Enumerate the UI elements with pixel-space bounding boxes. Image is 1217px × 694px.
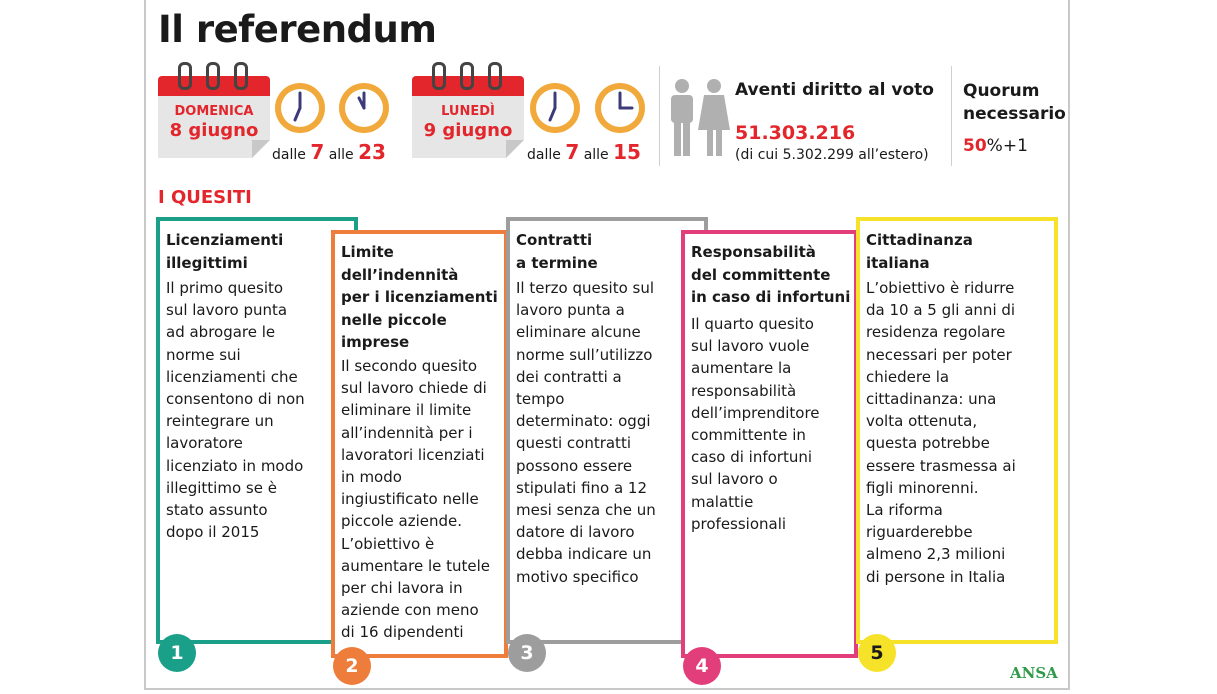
quesito-text-2: Il secondo quesito sul lavoro chiede di eliminare il limite all’indennità per i lavoratori licenziati in modo ingiustificato nelle piccole aziende. L’obiettivo è aumentare le tutele per chi lavora in aziende con meno di 16 dipendenti — [341, 357, 491, 642]
calendar-icon-sunday — [158, 62, 270, 158]
clock-icon-7 — [527, 80, 583, 136]
clock-icon-7 — [272, 80, 328, 136]
quesito-number-2: 2 — [333, 647, 371, 685]
calendar-date-label: 8 giugno — [169, 120, 259, 141]
hours-sunday: dalle 7 alle 23 — [272, 140, 386, 164]
calendar-day-label: DOMENICA — [174, 104, 254, 119]
quesito-title-4: Responsabilità del committente in caso di infortuni — [691, 243, 851, 306]
section-title: I QUESITI — [158, 187, 252, 208]
quesito-text-5: L’obiettivo è ridurre da 10 a 5 gli anni di residenza regolare necessari per poter chiedere la cittadinanza: una volta ottenuta, questa potrebbe essere trasmessa ai figli minorenni. La riforma riguarderebbe almeno 2,3 milioni di persone in Italia — [866, 279, 1016, 586]
quesito-text-3: Il terzo quesito sul lavoro punta a eliminare alcune norme sull’utilizzo dei contratti a tempo determinato: oggi questi contratti possono essere stipulati fino a 12 mesi senza che un datore di lavoro debba indicare un motivo specifico — [516, 279, 656, 586]
voters-number: 51.303.216 — [735, 122, 856, 144]
quesito-number-3: 3 — [508, 634, 546, 672]
quesito-text-4: Il quarto quesito sul lavoro vuole aumentare la responsabilità dell’imprenditore committente in caso di infortuni sul lavoro o malattie professionali — [691, 315, 820, 533]
page-title: Il referendum — [158, 8, 437, 51]
quorum-value: 50%+1 — [963, 136, 1028, 156]
calendar-date-label: 9 giugno — [423, 120, 513, 141]
calendar-day-label: LUNEDÌ — [441, 104, 495, 119]
divider — [951, 66, 952, 166]
quesito-title-1: Licenziamenti illegittimi — [166, 231, 284, 272]
quesito-title-5: Cittadinanza italiana — [866, 231, 973, 272]
quesito-number-1: 1 — [158, 634, 196, 672]
ansa-logo: ANSA — [1010, 664, 1058, 682]
clock-icon-23 — [336, 80, 392, 136]
quorum-title: Quorum necessario — [963, 81, 1066, 124]
divider — [659, 66, 660, 166]
quesito-number-5: 5 — [858, 634, 896, 672]
quesito-title-3: Contratti a termine — [516, 231, 598, 272]
hours-monday: dalle 7 alle 15 — [527, 140, 641, 164]
calendar-icon-monday — [412, 62, 524, 158]
voters-title: Aventi diritto al voto — [735, 80, 934, 100]
clock-icon-15 — [592, 80, 648, 136]
voters-people-icon — [666, 78, 732, 158]
quesito-number-4: 4 — [683, 647, 721, 685]
quesito-text-1: Il primo quesito sul lavoro punta ad abrogare le norme sui licenziamenti che consentono di non reintegrare un lavoratore licenziato in modo illegittimo se è stato assunto dopo il 2015 — [166, 279, 305, 542]
voters-abroad: (di cui 5.302.299 all’estero) — [735, 147, 929, 163]
quesito-title-2: Limite dell’indennità per i licenziamenti nelle piccole imprese — [341, 243, 498, 351]
